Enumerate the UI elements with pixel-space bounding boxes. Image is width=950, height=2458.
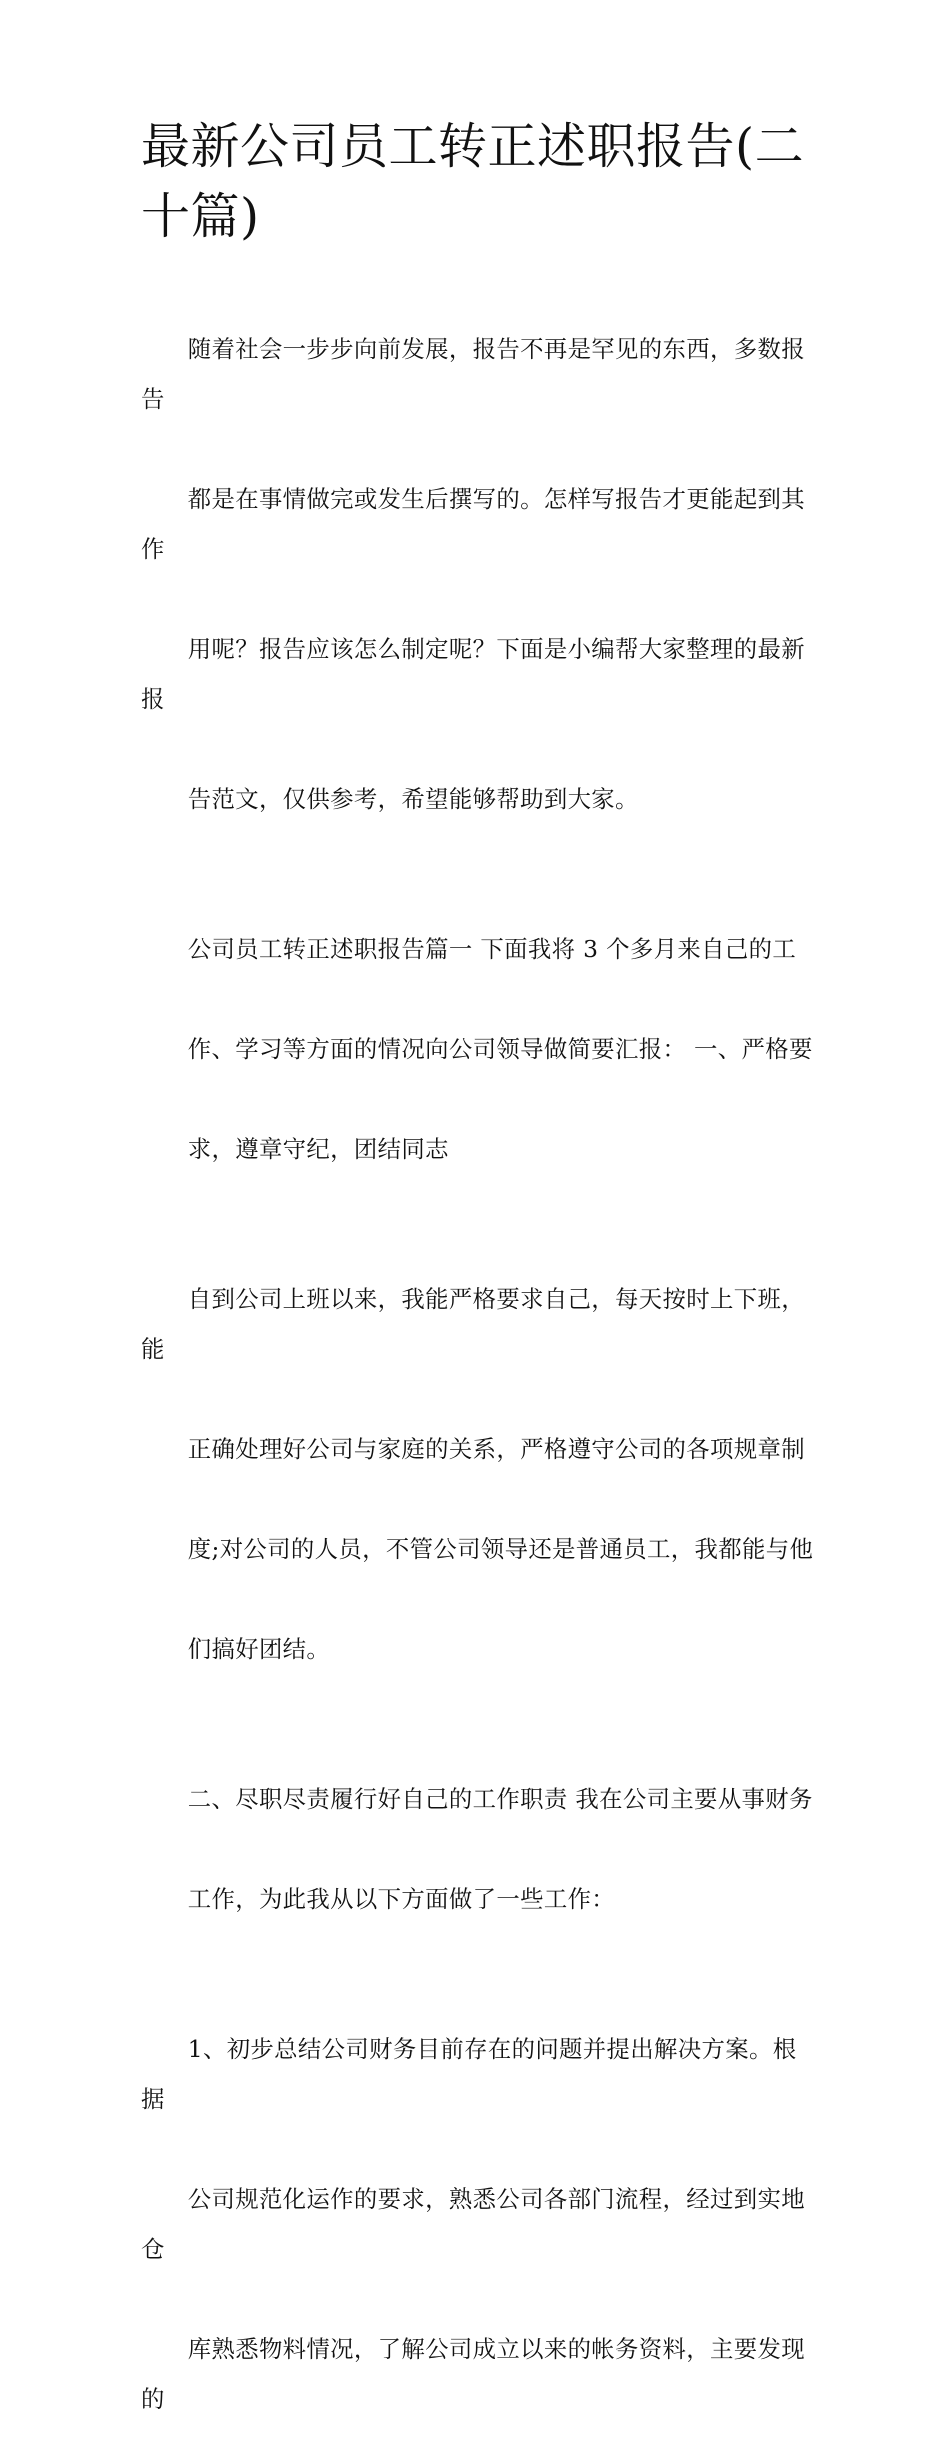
- text-line: 们搞好团结。: [187, 1635, 331, 1663]
- text-line: 正确处理好公司与家庭的关系，严格遵守公司的各项规章制: [187, 1435, 805, 1463]
- text-line: 用呢？报告应该怎么制定呢？下面是小编帮大家整理的最新报: [141, 635, 805, 713]
- document-content: [141, 112, 817, 2458]
- title-line-2: 十篇): [141, 188, 260, 245]
- text-line: 公司员工转正述职报告篇一 下面我将 3 个多月来自己的工: [187, 935, 797, 963]
- text-line: 工作，为此我从以下方面做了一些工作：: [187, 1885, 616, 1913]
- text-line: 库熟悉物料情况，了解公司成立以来的帐务资料，主要发现的: [141, 2335, 805, 2413]
- paragraph-duties: [141, 1724, 817, 1974]
- text-line: 二、尽职尽责履行好自己的工作职责 我在公司主要从事财务: [187, 1785, 813, 1813]
- text-line: 公司规范化运作的要求，熟悉公司各部门流程，经过到实地仓: [141, 2185, 805, 2263]
- text-line: 度;对公司的人员，不管公司领导还是普通员工，我都能与他: [187, 1535, 814, 1563]
- text-line: 告范文，仅供参考，希望能够帮助到大家。: [187, 785, 639, 813]
- paragraph-intro: [141, 274, 817, 874]
- title-line-1: 最新公司员工转正述职报告(二: [141, 118, 805, 175]
- text-line: 随着社会一步步向前发展，报告不再是罕见的东西，多数报告: [141, 335, 805, 413]
- text-line: 都是在事情做完或发生后撰写的。怎样写报告才更能起到其作: [141, 485, 805, 563]
- text-line: 1、初步总结公司财务目前存在的问题并提出解决方案。根据: [141, 2035, 797, 2113]
- text-line: 求，遵章守纪，团结同志: [187, 1135, 449, 1163]
- paragraph-report-1: [141, 874, 817, 1224]
- paragraph-finance-issues: [141, 1974, 817, 2458]
- text-line: 作、学习等方面的情况向公司领导做简要汇报： 一、严格要: [187, 1035, 813, 1063]
- text-line: 自到公司上班以来，我能严格要求自己，每天按时上下班，能: [141, 1285, 805, 1363]
- document-title: [141, 112, 817, 252]
- paragraph-discipline: [141, 1224, 817, 1724]
